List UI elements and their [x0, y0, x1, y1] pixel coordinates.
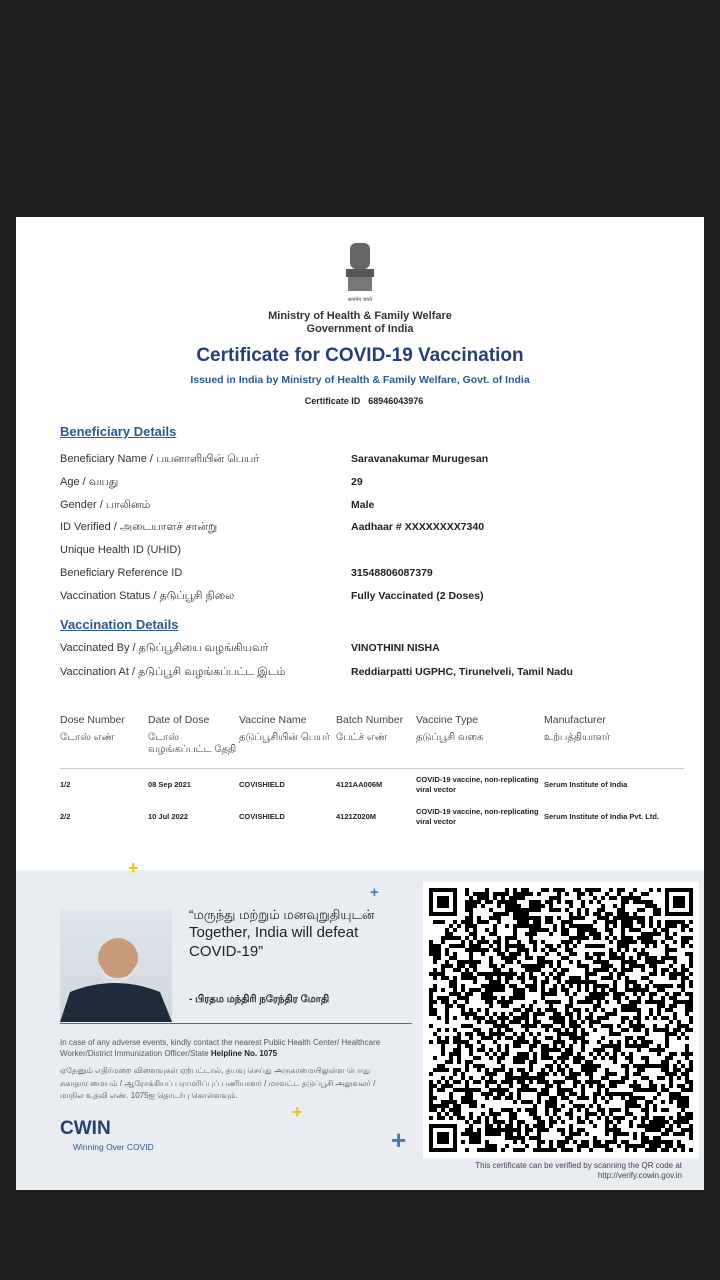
- quote-attribution: - பிரதம மந்திரி நரேந்திர மோதி: [189, 994, 330, 1005]
- column-header: Vaccine Name தடுப்பூசியின் பெயர்: [239, 714, 336, 769]
- dose-row: [60, 801, 684, 833]
- quote: “மருந்து மற்றும் மனவுறுதியுடன் Together, India will defeat COVID-19”: [189, 907, 375, 960]
- dose-cell: COVID-19 vaccine, non-replicating viral vector: [416, 775, 539, 794]
- detail-row: [60, 666, 700, 680]
- detail-row: [60, 521, 700, 535]
- dose-cell: 2/2: [60, 812, 71, 821]
- detail-label: Beneficiary Name / பயனாளியின் பெயர்: [60, 453, 260, 465]
- dose-cell: 10 Jul 2022: [148, 812, 189, 821]
- detail-row: [60, 453, 700, 467]
- plus-icon: +: [370, 884, 379, 901]
- column-header: Manufacturer உற்பத்தியாளர்: [544, 714, 684, 769]
- dose-row: [60, 769, 684, 802]
- detail-value: Fully Vaccinated (2 Doses): [351, 589, 484, 602]
- divider: [60, 1023, 412, 1024]
- dose-cell: COVISHIELD: [239, 780, 285, 789]
- dose-cell: COVID-19 vaccine, non-replicating viral vector: [416, 807, 539, 826]
- column-header: Vaccine Type தடுப்பூசி வகை: [416, 714, 544, 769]
- plus-icon: +: [128, 858, 139, 878]
- detail-label: Unique Health ID (UHID): [60, 544, 182, 557]
- cowin-tagline: Winning Over COVID: [73, 1142, 154, 1152]
- detail-label: Gender / பாலினம்: [60, 498, 151, 511]
- detail-row: [60, 544, 700, 556]
- certificate-title: Certificate for COVID-19 Vaccination: [196, 345, 524, 366]
- verify-note: This certificate can be verified by scanning the QR code at http://verify.cowin.gov.in: [475, 1161, 682, 1180]
- detail-row: [60, 499, 700, 513]
- adverse-events-notice-tamil: ஏதேனும் எதிர்மறை விளைவுகள் ஏற்பட்டால், தயவு செய்து அருகாமையிலுள்ள பொது சுகாதார மையம் / ஆரோக்கியப் பராமரிப்புப் பணியாளர் / மாவட்ட தடுப்பூசி அலுவலர் / மாநில உதவி எண். 1075ஐ தொடர்பு கொள்ளவும்.: [60, 1066, 376, 1100]
- detail-label: Vaccinated By / தடுப்பூசியை வழங்கியவர்: [60, 642, 269, 654]
- detail-label: Beneficiary Reference ID: [60, 567, 183, 579]
- detail-value: Aadhaar # XXXXXXXX7340: [351, 521, 485, 534]
- dose-cell: Serum Institute of India: [544, 780, 628, 789]
- dose-cell: 1/2: [60, 780, 71, 789]
- vaccination-certificate: [16, 217, 704, 1190]
- emblem-motto: सत्यमेव जयते: [347, 297, 373, 303]
- detail-row: [60, 567, 700, 579]
- dose-cell: 08 Sep 2021: [148, 780, 191, 789]
- column-header: Dose Number டோஸ் எண்: [60, 714, 148, 769]
- dose-cell: Serum Institute of India Pvt. Ltd.: [544, 812, 660, 821]
- detail-value: Male: [351, 498, 375, 511]
- pm-photo: [60, 910, 172, 1022]
- dose-table: [60, 714, 684, 833]
- certificate-id: Certificate ID 68946043976: [304, 396, 424, 406]
- detail-label: Age / வயது: [60, 475, 119, 488]
- detail-row: [60, 590, 700, 604]
- detail-label: ID Verified / அடையாளச் சான்று: [60, 521, 218, 534]
- cowin-logo: CWIN: [60, 1118, 111, 1139]
- adverse-events-notice: In case of any adverse events, kindly contact the nearest Public Health Center/ Healthcare Worker/District Immunization Officer/State Helpline No. 1075: [60, 1038, 381, 1058]
- detail-value: 29: [351, 475, 363, 488]
- plus-icon: +: [292, 1102, 303, 1122]
- detail-row: [60, 476, 700, 490]
- detail-label: Vaccination At / தடுப்பூசி வழங்கப்பட்ட இடம்: [60, 666, 286, 678]
- detail-value: Saravanakumar Murugesan: [351, 453, 489, 465]
- detail-row: [60, 642, 700, 656]
- dose-cell: 4121Z020M: [336, 812, 377, 821]
- detail-value: Reddiarpatti UGPHC, Tirunelveli, Tamil Nadu: [351, 666, 573, 678]
- footer-banner: [16, 858, 704, 1190]
- dose-cell: COVISHIELD: [239, 812, 285, 821]
- ministry-name: Ministry of Health & Family Welfare Government of India: [268, 310, 452, 335]
- column-header: Date of Dose டோஸ் வழங்கப்பட்ட தேதி: [148, 714, 239, 769]
- national-emblem-icon: [342, 239, 378, 303]
- detail-label: Vaccination Status / தடுப்பூசி நிலை: [60, 589, 235, 602]
- beneficiary-heading: Beneficiary Details: [60, 424, 177, 439]
- detail-value: 31548806087379: [351, 567, 433, 579]
- detail-value: VINOTHINI NISHA: [351, 642, 440, 654]
- column-header: Batch Number பேட்ச் எண்: [336, 714, 416, 769]
- dose-cell: 4121AA006M: [336, 780, 383, 789]
- plus-icon: +: [391, 1125, 407, 1155]
- issued-by: Issued in India by Ministry of Health & Family Welfare, Govt. of India: [190, 374, 530, 386]
- qr-code: [423, 882, 699, 1158]
- vaccination-heading: Vaccination Details: [60, 617, 179, 632]
